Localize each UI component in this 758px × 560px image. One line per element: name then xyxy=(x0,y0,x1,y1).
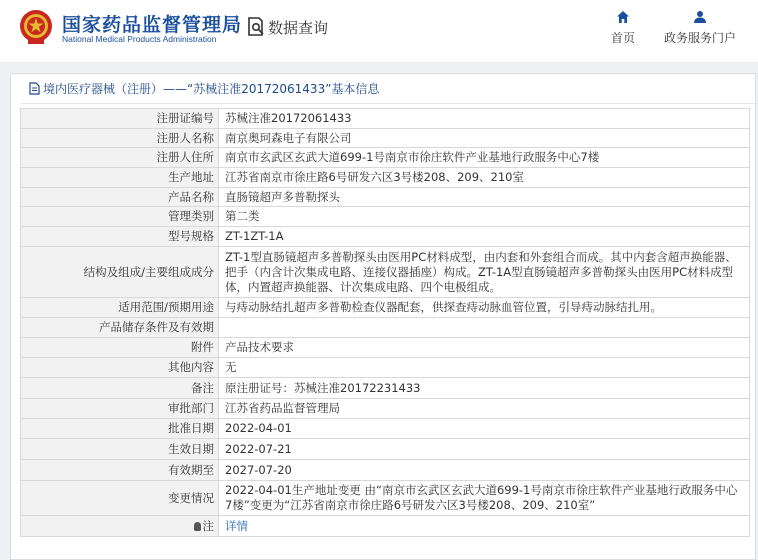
table-row xyxy=(21,148,750,168)
row-value: 2027-07-20 xyxy=(219,460,750,481)
site-name-english: National Medical Products Administration xyxy=(62,34,217,44)
table-row xyxy=(21,358,750,378)
row-value: 2022-04-01生产地址变更 由“南京市玄武区玄武大道699-1号南京市徐庄软件产业基地行政服务中心7楼”变更为“江苏省南京市徐庄路6号研发六区3号楼208、209、210室” xyxy=(219,481,750,516)
table-row xyxy=(21,247,750,298)
table-row xyxy=(21,207,750,227)
national-emblem-icon xyxy=(18,8,54,46)
row-label: 注册人名称 xyxy=(21,129,219,148)
row-value: 2022-04-01 xyxy=(219,419,750,439)
nav-gov-portal-label: 政务服务门户 xyxy=(663,31,736,45)
row-value: 江苏省南京市徐庄路6号研发六区3号楼208、209、210室 xyxy=(219,168,750,188)
table-row xyxy=(21,227,750,247)
nav-home-label: 首页 xyxy=(610,31,635,45)
row-value: 南京奥珂森电子有限公司 xyxy=(219,129,750,148)
row-label: 型号规格 xyxy=(21,227,219,247)
row-label: 产品储存条件及有效期 xyxy=(21,318,219,338)
table-row xyxy=(21,188,750,207)
table-row xyxy=(21,109,750,129)
table-row xyxy=(21,338,750,358)
row-value xyxy=(219,318,750,338)
row-label: 变更情况 xyxy=(21,481,219,516)
row-label: 有效期至 xyxy=(21,460,219,481)
row-label: 备注 xyxy=(21,378,219,399)
panel-title-bar xyxy=(21,74,757,104)
row-value: 原注册证号：苏械注准20172231433 xyxy=(219,378,750,399)
row-label: 生效日期 xyxy=(21,439,219,460)
nav-gov-portal[interactable] xyxy=(655,10,745,46)
document-search-icon xyxy=(246,16,266,38)
table-row xyxy=(21,168,750,188)
document-icon xyxy=(29,82,40,95)
basic-info-table xyxy=(20,108,750,537)
row-value: 2022-07-21 xyxy=(219,439,750,460)
row-value: 与痔动脉结扎超声多普勒检查仪器配套，供探查痔动脉血管位置，引导痔动脉结扎用。 xyxy=(219,298,750,318)
row-label: 管理类别 xyxy=(21,207,219,227)
row-label: 其他内容 xyxy=(21,358,219,378)
row-label: 结构及组成/主要组成成分 xyxy=(21,247,219,298)
row-value: 南京市玄武区玄武大道699-1号南京市徐庄软件产业基地行政服务中心7楼 xyxy=(219,148,750,168)
row-value: 产品技术要求 xyxy=(219,338,750,358)
panel-title: 境内医疗器械（注册）——“苏械注准20172061433”基本信息 xyxy=(43,82,380,96)
row-value: ZT-1ZT-1A xyxy=(219,227,750,247)
note-value-cell xyxy=(219,516,750,537)
row-label: 生产地址 xyxy=(21,168,219,188)
row-label: 审批部门 xyxy=(21,399,219,419)
table-row xyxy=(21,439,750,460)
row-value: 第二类 xyxy=(219,207,750,227)
row-label: 注册证编号 xyxy=(21,109,219,129)
lightbulb-icon xyxy=(194,522,201,531)
data-query-link[interactable] xyxy=(246,16,328,38)
table-row xyxy=(21,481,750,516)
table-row xyxy=(21,318,750,338)
user-icon xyxy=(693,10,707,24)
table-row xyxy=(21,460,750,481)
row-label: 批准日期 xyxy=(21,419,219,439)
site-name[interactable]: 国家药品监督管理局 xyxy=(62,14,243,36)
site-header xyxy=(0,0,758,62)
row-label: 产品名称 xyxy=(21,188,219,207)
row-value: 江苏省药品监督管理局 xyxy=(219,399,750,419)
note-label: 注 xyxy=(202,518,214,533)
row-label: 注册人住所 xyxy=(21,148,219,168)
row-value: ZT-1型直肠镜超声多普勒探头由医用PC材料成型，由内套和外套组合而成。其中内套含超声换能器、把手（内含计次集成电路、连接仪器插座）构成。ZT-1A型直肠镜超声多普勒探头由医用PC材料成型体，内置超声换能器、计次集成电路、四个电极组成。 xyxy=(219,247,750,298)
table-row xyxy=(21,516,750,537)
note-label-cell xyxy=(21,516,219,537)
table-row xyxy=(21,298,750,318)
details-link[interactable]: 详情 xyxy=(225,518,248,533)
table-row xyxy=(21,399,750,419)
row-value: 无 xyxy=(219,358,750,378)
table-row xyxy=(21,419,750,439)
row-value: 直肠镜超声多普勒探头 xyxy=(219,188,750,207)
row-value: 苏械注准20172061433 xyxy=(219,109,750,129)
table-row xyxy=(21,129,750,148)
data-query-label: 数据查询 xyxy=(268,18,329,37)
home-icon xyxy=(616,10,630,24)
row-label: 附件 xyxy=(21,338,219,358)
row-label: 适用范围/预期用途 xyxy=(21,298,219,318)
table-row xyxy=(21,378,750,399)
